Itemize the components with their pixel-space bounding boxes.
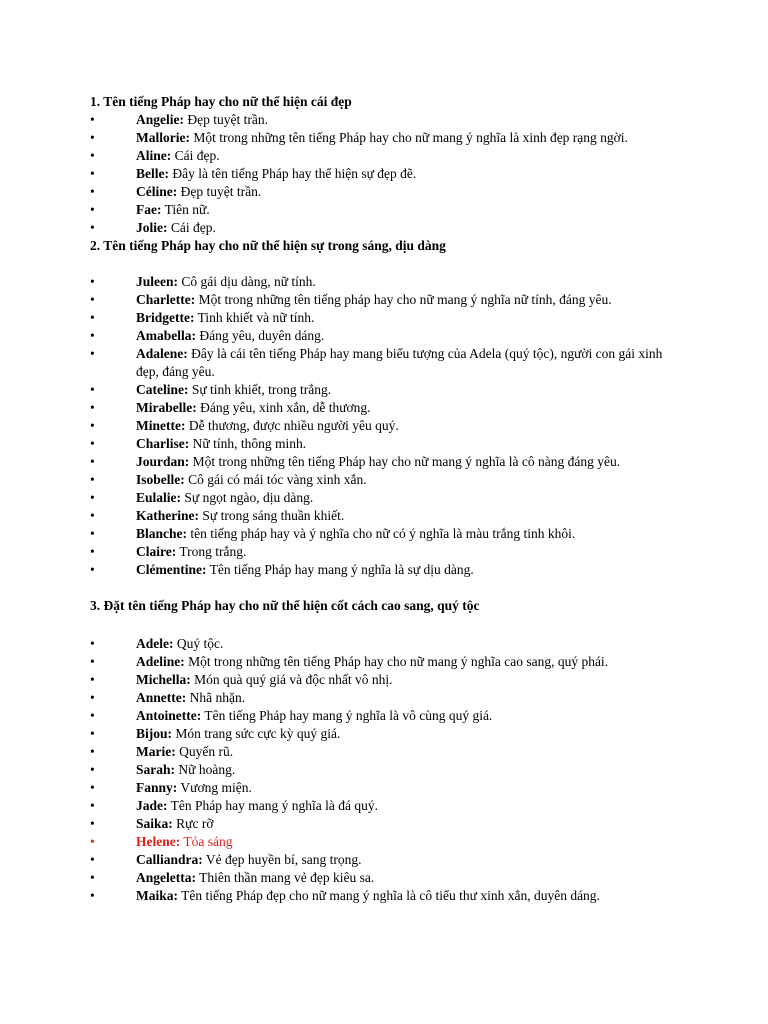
blank-line <box>90 615 680 635</box>
list-item: • Belle: Đây là tên tiếng Pháp hay thể hiện sự đẹp đẽ. <box>90 166 417 181</box>
list-item: • Blanche: tên tiếng pháp hay và ý nghĩa cho nữ có ý nghĩa là màu trắng tinh khôi. <box>90 526 576 541</box>
list-item: • Bijou: Món trang sức cực kỳ quý giá. <box>90 726 341 741</box>
document-page <box>90 93 680 905</box>
list-item: • Adeline: Một trong những tên tiếng Pháp hay cho nữ mang ý nghĩa cao sang, quý phái. <box>90 654 609 669</box>
section-3-list <box>90 635 680 905</box>
list-item: • Saika: Rực rỡ <box>90 816 214 831</box>
list-item: • Charlette: Một trong những tên tiếng pháp hay cho nữ mang ý nghĩa nữ tính, đáng yêu. <box>90 292 612 307</box>
list-item: • Maika: Tên tiếng Pháp đẹp cho nữ mang ý nghĩa là cô tiểu thư xinh xắn, duyên dáng. <box>90 888 600 903</box>
list-item: • Marie: Quyến rũ. <box>90 744 234 759</box>
blank-line <box>90 579 680 597</box>
list-item: • Annette: Nhã nhặn. <box>90 690 246 705</box>
list-item: • Adalene: Đây là cái tên tiếng Pháp hay mang biểu tượng của Adela (quý tộc), người con gái xinh đẹp, đáng yêu. <box>90 346 663 379</box>
list-item: • Céline: Đẹp tuyệt trần. <box>90 184 262 199</box>
list-item: • Clémentine: Tên tiếng Pháp hay mang ý nghĩa là sự dịu dàng. <box>90 562 474 577</box>
list-item: • Michella: Món quà quý giá và độc nhất vô nhị. <box>90 672 393 687</box>
list-item-highlighted: • Helene: Tỏa sáng <box>90 834 233 849</box>
section-1-heading: 1. Tên tiếng Pháp hay cho nữ thể hiện cái đẹp <box>90 94 352 109</box>
list-item: • Angelie: Đẹp tuyệt trần. <box>90 112 268 127</box>
list-item: • Claire: Trong trắng. <box>90 544 247 559</box>
section-2-list <box>90 273 680 579</box>
list-item: • Cateline: Sự tinh khiết, trong trắng. <box>90 382 332 397</box>
list-item: • Jolie: Cái đẹp. <box>90 220 216 235</box>
section-3-heading: 3. Đặt tên tiếng Pháp hay cho nữ thể hiện cốt cách cao sang, quý tộc <box>90 598 480 613</box>
list-item: • Katherine: Sự trong sáng thuần khiết. <box>90 508 345 523</box>
list-item: • Antoinette: Tên tiếng Pháp hay mang ý nghĩa là vô cùng quý giá. <box>90 708 493 723</box>
blank-line <box>90 255 680 273</box>
list-item: • Sarah: Nữ hoàng. <box>90 762 236 777</box>
list-item: • Isobelle: Cô gái có mái tóc vàng xinh xắn. <box>90 472 367 487</box>
list-item: • Fae: Tiên nữ. <box>90 202 210 217</box>
list-item: • Jourdan: Một trong những tên tiếng Pháp hay cho nữ mang ý nghĩa là cô nàng đáng yêu. <box>90 454 621 469</box>
list-item: • Bridgette: Tinh khiết và nữ tính. <box>90 310 315 325</box>
list-item: • Juleen: Cô gái dịu dàng, nữ tính. <box>90 274 316 289</box>
list-item: • Calliandra: Vẻ đẹp huyền bí, sang trọng. <box>90 852 362 867</box>
list-item: • Mallorie: Một trong những tên tiếng Pháp hay cho nữ mang ý nghĩa là xinh đẹp rạng ngời. <box>90 130 628 145</box>
list-item: • Eulalie: Sự ngọt ngào, dịu dàng. <box>90 490 314 505</box>
list-item: • Charlise: Nữ tính, thông minh. <box>90 436 307 451</box>
list-item: • Angeletta: Thiên thần mang vẻ đẹp kiêu sa. <box>90 870 375 885</box>
list-item: • Aline: Cái đẹp. <box>90 148 220 163</box>
list-item: • Adele: Quý tộc. <box>90 636 224 651</box>
list-item: • Fanny: Vương miện. <box>90 780 252 795</box>
section-1-list <box>90 111 680 237</box>
list-item: • Mirabelle: Đáng yêu, xinh xắn, dễ thương. <box>90 400 371 415</box>
list-item: • Amabella: Đáng yêu, duyên dáng. <box>90 328 325 343</box>
section-2-heading: 2. Tên tiếng Pháp hay cho nữ thể hiện sự trong sáng, dịu dàng <box>90 238 446 253</box>
list-item: • Jade: Tên Pháp hay mang ý nghĩa là đá quý. <box>90 798 378 813</box>
list-item: • Minette: Dễ thương, được nhiều người yêu quý. <box>90 418 399 433</box>
